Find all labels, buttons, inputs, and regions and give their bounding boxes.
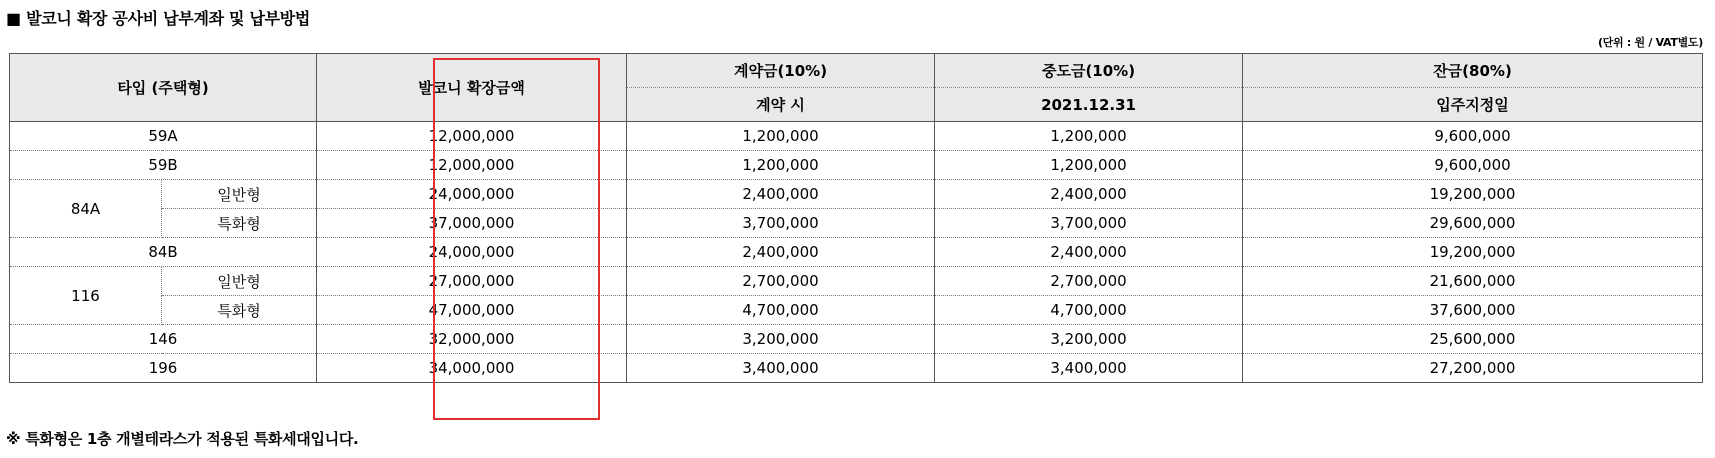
table-row (10, 354, 1703, 383)
amount-cell: 12,000,000 (317, 122, 627, 151)
table-row (10, 122, 1703, 151)
balance-cell: 19,200,000 (1243, 238, 1703, 267)
header-deposit-when: 계약 시 (627, 88, 935, 122)
balance-cell: 9,600,000 (1243, 151, 1703, 180)
footnote: ※ 특화형은 1층 개별테라스가 적용된 특화세대입니다. (6, 430, 359, 448)
type-cell: 116 (10, 267, 162, 325)
unit-label: (단위 : 원 / VAT별도) (1597, 36, 1703, 49)
balance-cell: 29,600,000 (1243, 209, 1703, 238)
header-middle: 중도금(10%) (935, 54, 1243, 88)
balance-cell: 19,200,000 (1243, 180, 1703, 209)
table-row (10, 325, 1703, 354)
header-deposit: 계약금(10%) (627, 54, 935, 88)
amount-cell: 34,000,000 (317, 354, 627, 383)
balance-cell: 27,200,000 (1243, 354, 1703, 383)
subtype-cell: 일반형 (162, 267, 317, 296)
middle-cell: 3,400,000 (935, 354, 1243, 383)
middle-cell: 2,400,000 (935, 180, 1243, 209)
amount-cell: 27,000,000 (317, 267, 627, 296)
balance-cell: 25,600,000 (1243, 325, 1703, 354)
deposit-cell: 2,400,000 (627, 238, 935, 267)
payment-table (9, 53, 1703, 383)
middle-cell: 2,400,000 (935, 238, 1243, 267)
table-row (10, 267, 1703, 296)
deposit-cell: 4,700,000 (627, 296, 935, 325)
balance-cell: 9,600,000 (1243, 122, 1703, 151)
header-amount: 발코니 확장금액 (317, 54, 627, 122)
table-row (10, 209, 1703, 238)
amount-cell: 32,000,000 (317, 325, 627, 354)
middle-cell: 2,700,000 (935, 267, 1243, 296)
amount-cell: 24,000,000 (317, 180, 627, 209)
deposit-cell: 1,200,000 (627, 151, 935, 180)
middle-cell: 3,700,000 (935, 209, 1243, 238)
type-cell: 146 (10, 325, 317, 354)
table-row (10, 296, 1703, 325)
subtype-cell: 일반형 (162, 180, 317, 209)
table-row (10, 180, 1703, 209)
header-type: 타입 (주택형) (10, 54, 317, 122)
type-cell: 84A (10, 180, 162, 238)
amount-cell: 47,000,000 (317, 296, 627, 325)
amount-cell: 24,000,000 (317, 238, 627, 267)
middle-cell: 3,200,000 (935, 325, 1243, 354)
amount-cell: 37,000,000 (317, 209, 627, 238)
balance-cell: 37,600,000 (1243, 296, 1703, 325)
type-cell: 59A (10, 122, 317, 151)
header-balance-when: 입주지정일 (1243, 88, 1703, 122)
header-middle-when: 2021.12.31 (935, 88, 1243, 122)
deposit-cell: 1,200,000 (627, 122, 935, 151)
subtype-cell: 특화형 (162, 209, 317, 238)
type-cell: 84B (10, 238, 317, 267)
middle-cell: 1,200,000 (935, 122, 1243, 151)
header-balance: 잔금(80%) (1243, 54, 1703, 88)
table-row (10, 151, 1703, 180)
page-title: ■ 발코니 확장 공사비 납부계좌 및 납부방법 (6, 9, 311, 28)
type-cell: 59B (10, 151, 317, 180)
middle-cell: 1,200,000 (935, 151, 1243, 180)
deposit-cell: 2,400,000 (627, 180, 935, 209)
amount-cell: 12,000,000 (317, 151, 627, 180)
balance-cell: 21,600,000 (1243, 267, 1703, 296)
deposit-cell: 3,400,000 (627, 354, 935, 383)
deposit-cell: 2,700,000 (627, 267, 935, 296)
deposit-cell: 3,700,000 (627, 209, 935, 238)
subtype-cell: 특화형 (162, 296, 317, 325)
type-cell: 196 (10, 354, 317, 383)
table-row (10, 238, 1703, 267)
deposit-cell: 3,200,000 (627, 325, 935, 354)
middle-cell: 4,700,000 (935, 296, 1243, 325)
